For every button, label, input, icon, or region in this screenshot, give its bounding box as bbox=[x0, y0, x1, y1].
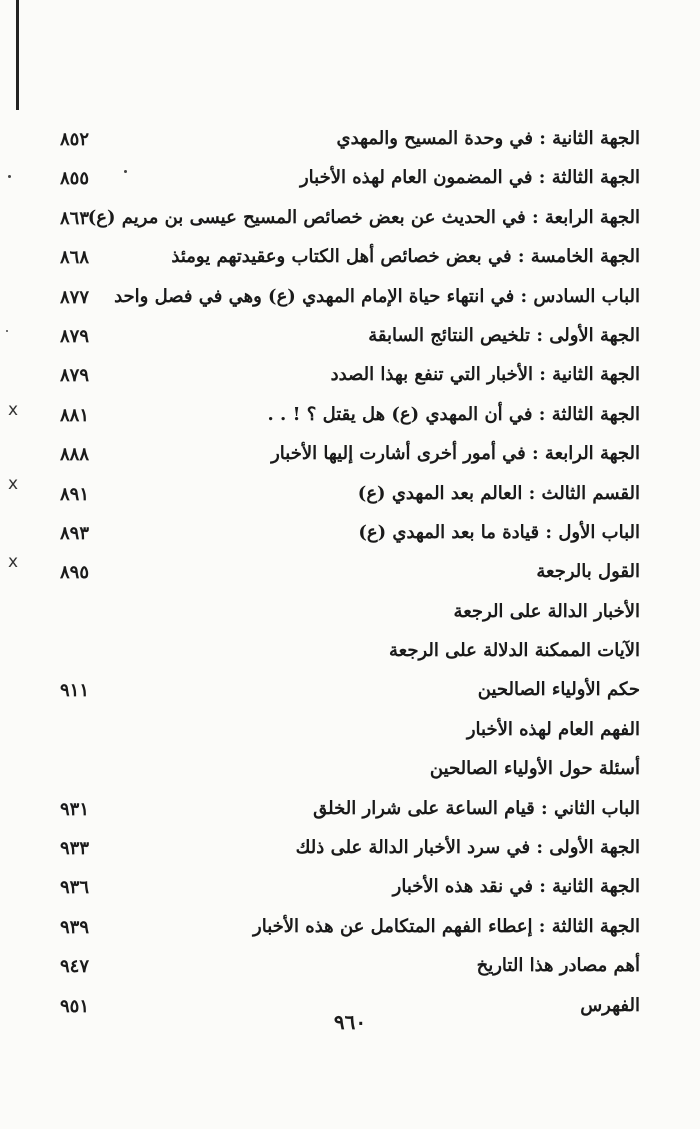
binding-edge-line bbox=[16, 0, 19, 110]
toc-entry-title: الفهرس bbox=[580, 994, 640, 1016]
table-of-contents bbox=[60, 122, 640, 1028]
toc-entry bbox=[60, 910, 640, 949]
scan-speck bbox=[8, 175, 11, 178]
toc-entry-page-number: ٩٥١ bbox=[60, 995, 90, 1017]
toc-entry-title: الجهة الثانية : في وحدة المسيح والمهدي bbox=[336, 128, 640, 149]
toc-entry-title: الأخبار الدالة على الرجعة bbox=[453, 600, 640, 622]
toc-entry bbox=[60, 752, 640, 791]
toc-entry-title: الجهة الثانية : الأخبار التي تنفع بهذا الصدد bbox=[330, 364, 640, 386]
toc-entry-page-number: ٨٥٥ bbox=[60, 168, 90, 190]
scan-speck bbox=[6, 330, 8, 332]
toc-entry bbox=[60, 358, 640, 397]
toc-entry bbox=[60, 122, 640, 161]
toc-entry-page-number: ٨٨٨ bbox=[60, 444, 90, 466]
toc-entry-page-number: ٨٨١ bbox=[60, 404, 90, 426]
toc-entry bbox=[60, 437, 640, 476]
toc-entry-page-number: ٨٩١ bbox=[60, 483, 90, 505]
toc-entry-title: الجهة الثالثة : في المضمون العام لهذه الأخبار bbox=[299, 167, 640, 189]
toc-entry-title: الجهة الرابعة : في أمور أخرى أشارت إليها الأخبار bbox=[271, 443, 640, 465]
toc-entry-title: الجهة الثالثة : في أن المهدي (ع) هل يقتل ؟ ! . . bbox=[267, 403, 640, 425]
toc-entry-title: الجهة الأولى : تلخيص النتائج السابقة bbox=[368, 324, 640, 346]
toc-entry-page-number: ٨٧٩ bbox=[60, 325, 90, 347]
toc-entry bbox=[60, 673, 640, 712]
toc-entry-title: الفهم العام لهذه الأخبار bbox=[466, 718, 640, 740]
toc-entry-title: الجهة الثانية : في نقد هذه الأخبار bbox=[392, 876, 640, 898]
toc-entry-title: الباب السادس : في انتهاء حياة الإمام المهدي (ع) وهي في فصل واحد bbox=[114, 285, 640, 307]
toc-entry bbox=[60, 713, 640, 752]
toc-entry bbox=[60, 319, 640, 358]
page-number: ٩٦٠ bbox=[333, 1010, 367, 1034]
toc-entry-page-number: ٩١١ bbox=[60, 680, 90, 702]
toc-entry-page-number: ٨٦٣ bbox=[60, 207, 90, 229]
toc-entry-page-number: ٩٣٦ bbox=[60, 877, 90, 899]
toc-entry bbox=[60, 831, 640, 870]
toc-entry-title: القسم الثالث : العالم بعد المهدي (ع) bbox=[357, 482, 640, 504]
toc-entry-title: الجهة الرابعة : في الحديث عن بعض خصائص المسيح عيسى بن مريم (ع) bbox=[87, 206, 640, 228]
margin-mark-x: x bbox=[8, 474, 19, 494]
toc-entry-title: الجهة الثالثة : إعطاء الفهم المتكامل عن هذه الأخبار bbox=[253, 915, 640, 937]
toc-entry-page-number: ٨٥٢ bbox=[60, 129, 90, 150]
toc-entry-page-number: ٨٧٩ bbox=[60, 365, 90, 387]
toc-entry bbox=[60, 870, 640, 909]
toc-entry-title: الجهة الخامسة : في بعض خصائص أهل الكتاب وعقيدتهم يومئذ bbox=[171, 246, 640, 268]
toc-entry bbox=[60, 161, 640, 200]
toc-entry-title: القول بالرجعة bbox=[536, 561, 640, 583]
toc-entry-page-number: ٨٩٣ bbox=[60, 522, 90, 544]
toc-entry-title: الباب الأول : قيادة ما بعد المهدي (ع) bbox=[358, 521, 640, 543]
toc-entry bbox=[60, 240, 640, 279]
toc-entry bbox=[60, 201, 640, 240]
toc-entry-page-number: ٩٣٣ bbox=[60, 838, 90, 860]
toc-entry bbox=[60, 516, 640, 555]
toc-entry-title: أهم مصادر هذا التاريخ bbox=[476, 955, 640, 977]
toc-entry-title: الآيات الممكنة الدلالة على الرجعة bbox=[388, 640, 640, 662]
toc-entry-page-number: ٨٦٨ bbox=[60, 247, 90, 269]
toc-entry bbox=[60, 949, 640, 988]
toc-entry bbox=[60, 555, 640, 594]
toc-entry-title: الجهة الأولى : في سرد الأخبار الدالة على ذلك bbox=[295, 837, 640, 859]
toc-entry bbox=[60, 792, 640, 831]
toc-entry bbox=[60, 477, 640, 516]
toc-entry-title: الباب الثاني : قيام الساعة على شرار الخلق bbox=[313, 797, 640, 819]
toc-entry-title: حكم الأولياء الصالحين bbox=[477, 679, 640, 701]
toc-entry-page-number: ٩٣٩ bbox=[60, 916, 90, 938]
toc-entry bbox=[60, 398, 640, 437]
toc-entry-page-number: ٩٣١ bbox=[60, 798, 90, 820]
toc-entry-page-number: ٩٤٧ bbox=[60, 956, 90, 978]
toc-entry bbox=[60, 280, 640, 319]
toc-entry-page-number: ٨٩٥ bbox=[60, 562, 90, 584]
toc-entry-title: أسئلة حول الأولياء الصالحين bbox=[429, 758, 640, 780]
toc-entry bbox=[60, 634, 640, 673]
margin-mark-x: x bbox=[8, 400, 19, 420]
margin-mark-x: x bbox=[8, 552, 19, 572]
toc-entry bbox=[60, 595, 640, 634]
toc-entry-page-number: ٨٧٧ bbox=[60, 286, 90, 308]
